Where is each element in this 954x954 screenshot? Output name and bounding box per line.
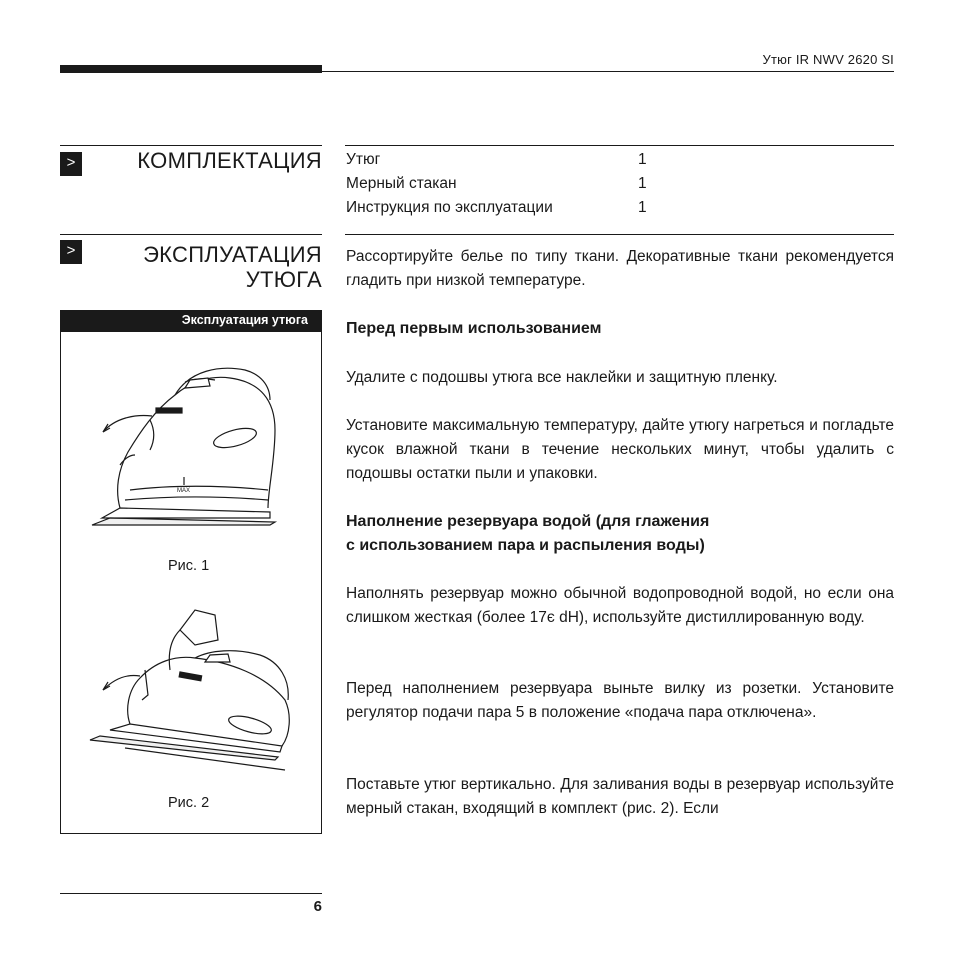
- paragraph: Удалите с подошвы утюга все наклейки и защитную пленку.: [346, 369, 778, 386]
- iron-figure-2: [70, 600, 310, 780]
- heading-filling-reservoir: [346, 510, 894, 558]
- paragraph: Поставьте утюг вертикально. Для заливания воды в резервуар используйте мерный стакан, входящий в комплект (рис. 2). Если: [346, 776, 894, 817]
- heading-line: с использованием пара и распыления воды): [346, 537, 705, 554]
- list-item-qty: 1: [638, 175, 647, 192]
- header-thick-rule: [60, 65, 322, 73]
- page-number: 6: [313, 898, 322, 915]
- figure-caption-1: Рис. 1: [168, 558, 210, 574]
- document-header-title: Утюг IR NWV 2620 SI: [762, 52, 894, 67]
- section-title-operation: [143, 242, 322, 292]
- list-item-qty: 1: [638, 151, 647, 168]
- list-item-qty: 1: [638, 199, 647, 216]
- heading-before-first-use: Перед первым использованием: [346, 320, 602, 337]
- iron-figure-1: [70, 340, 310, 540]
- max-label: MAX: [177, 488, 191, 494]
- list-item: [346, 172, 894, 196]
- list-item: [346, 148, 894, 172]
- figure-caption-2: Рис. 2: [168, 795, 210, 811]
- list-item: [346, 196, 894, 220]
- paragraph: Установите максимальную температуру, дайте утюгу нагреться и погладьте кусок влажной ткани в течение нескольких минут, чтобы удалить с подошвы остатки пыли и упаковки.: [346, 417, 894, 482]
- section-rule-right: [345, 145, 894, 146]
- contents-list: [346, 148, 894, 220]
- section-rule-right: [345, 234, 894, 235]
- heading-line: Наполнение резервуара водой (для глажения: [346, 513, 710, 530]
- list-item-name: Мерный стакан: [346, 175, 457, 192]
- section-rule-left: [60, 145, 322, 146]
- paragraph: Перед наполнением резервуара выньте вилку из розетки. Установите регулятор подачи пара 5 в положение «подача пара отключена».: [346, 680, 894, 721]
- section-rule-left: [60, 234, 322, 235]
- figure-panel-header: [60, 310, 322, 332]
- header-thin-rule: [322, 71, 894, 72]
- section-arrow-icon: >: [60, 240, 82, 264]
- section-title-line: УТЮГА: [245, 267, 322, 292]
- section-arrow-icon: >: [60, 152, 82, 176]
- footer-rule: [60, 893, 322, 894]
- figure-panel-title: Эксплуатация утюга: [181, 313, 308, 327]
- list-item-name: Инструкция по эксплуатации: [346, 199, 553, 216]
- intro-paragraph: Рассортируйте белье по типу ткани. Декоративные ткани рекомендуется гладить при низкой температуре.: [346, 248, 894, 289]
- paragraph: Наполнять резервуар можно обычной водопроводной водой, но если она слишком жесткая (более 17є dH), используйте дистиллированную воду.: [346, 585, 894, 626]
- section-title-line: ЭКСПЛУАТАЦИЯ: [143, 242, 322, 267]
- list-item-name: Утюг: [346, 151, 381, 168]
- section-title-contents: КОМПЛЕКТАЦИЯ: [137, 148, 322, 173]
